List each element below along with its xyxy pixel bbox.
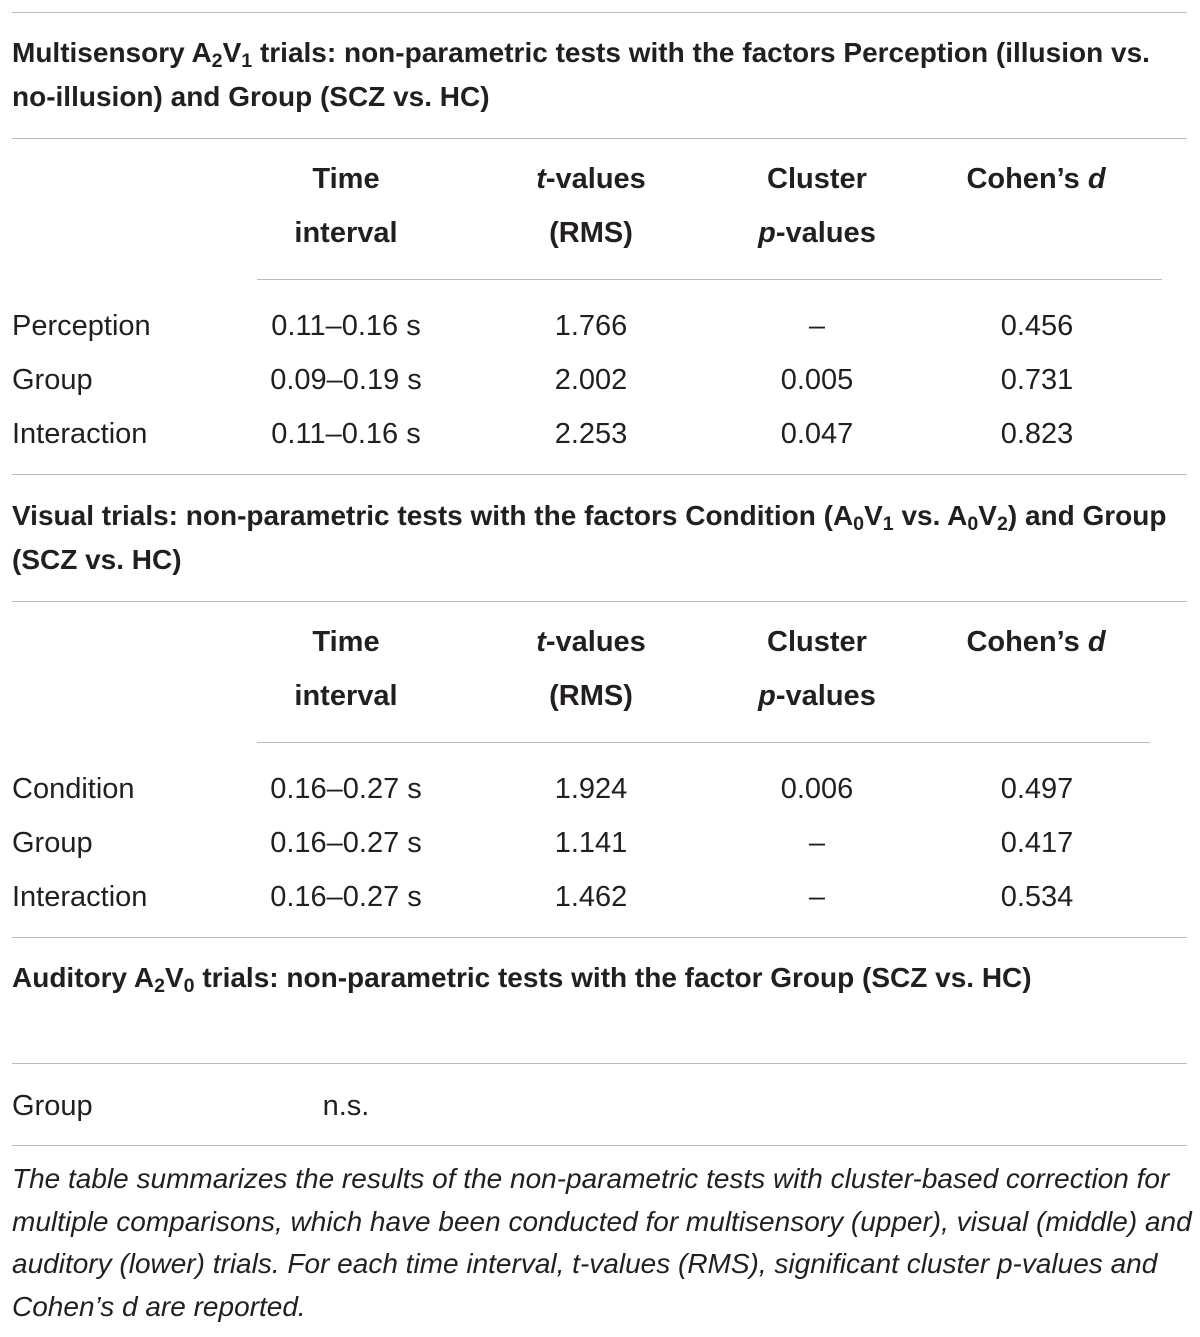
rule-s1-header xyxy=(257,279,1162,280)
section-3-title: Auditory $A_2V_0$ trials: non-parametric tests with the factor Group (SCZ vs. HC) xyxy=(12,962,1032,997)
s1-header-cohen: Cohen’s d xyxy=(966,163,1106,195)
s1-row-t: 2.002 xyxy=(554,364,628,396)
rule-s2-end xyxy=(12,937,1187,938)
s1-header-time: Time interval xyxy=(294,163,398,249)
rule-s3-end xyxy=(12,1145,1187,1146)
s3-row-label: Group xyxy=(12,1090,93,1122)
rule-s2-title xyxy=(12,601,1187,602)
s2-row-p: – xyxy=(808,881,826,913)
s2-row-d: 0.417 xyxy=(1000,827,1074,859)
s2-row-t: 1.924 xyxy=(554,773,628,805)
s1-row-t: 2.253 xyxy=(554,418,628,450)
s1-row-p: 0.047 xyxy=(780,418,854,450)
s1-row-label: Perception xyxy=(12,310,151,342)
s2-header-t: t-values (RMS) xyxy=(536,626,646,712)
s2-row-t: 1.141 xyxy=(554,827,628,859)
s1-row-d: 0.823 xyxy=(1000,418,1074,450)
s2-row-label: Interaction xyxy=(12,881,148,913)
s2-header-cluster: Cluster p-values xyxy=(758,626,876,712)
rule-s1-end xyxy=(12,474,1187,475)
s2-row-p: – xyxy=(808,827,826,859)
s2-row-time: 0.16–0.27 s xyxy=(270,881,422,913)
rule-s3-title xyxy=(12,1063,1187,1064)
section-1-title: Multisensory $A_2V_1$ trials: non-parametric tests with the factors Perception (illusion vs. no-illusion) and Group (SCZ vs. HC) xyxy=(12,37,1150,112)
s1-header-t: t-values (RMS) xyxy=(536,163,646,249)
s2-row-label: Group xyxy=(12,827,93,859)
s2-row-t: 1.462 xyxy=(554,881,628,913)
section-2-title: Visual trials: non-parametric tests with the factors Condition ($A_0V_1$ vs. $A_0V_2$) and Group (SCZ vs. HC) xyxy=(12,500,1167,575)
s2-header-time: Time interval xyxy=(294,626,398,712)
s2-row-label: Condition xyxy=(12,773,135,805)
table-footnote: The table summarizes the results of the non-parametric tests with cluster-based correction for multiple comparisons, which have been conducted for multisensory (upper), visual (middle) and auditory (lower) trials. For each time interval, t-values (RMS), significant cluster p-values and Cohen’s d are reported. xyxy=(12,1163,1192,1322)
s3-row-time: n.s. xyxy=(322,1090,370,1122)
s2-row-d: 0.534 xyxy=(1000,881,1074,913)
s1-row-d: 0.456 xyxy=(1000,310,1074,342)
rule-s2-header xyxy=(257,742,1150,743)
s2-row-p: 0.006 xyxy=(780,773,854,805)
rule-top xyxy=(12,12,1187,13)
s1-row-label: Interaction xyxy=(12,418,148,450)
s1-row-time: 0.09–0.19 s xyxy=(270,364,422,396)
s1-row-time: 0.11–0.16 s xyxy=(271,310,421,342)
s1-row-p: 0.005 xyxy=(780,364,854,396)
s2-header-cohen: Cohen’s d xyxy=(966,626,1106,658)
s1-row-p: – xyxy=(808,310,826,342)
s1-row-label: Group xyxy=(12,364,93,396)
s1-row-t: 1.766 xyxy=(554,310,628,342)
s2-row-time: 0.16–0.27 s xyxy=(270,773,422,805)
rule-s1-title xyxy=(12,138,1187,139)
s1-header-cluster: Cluster p-values xyxy=(758,163,876,249)
s1-row-time: 0.11–0.16 s xyxy=(271,418,421,450)
s1-row-d: 0.731 xyxy=(1000,364,1074,396)
s2-row-time: 0.16–0.27 s xyxy=(270,827,422,859)
s2-row-d: 0.497 xyxy=(1000,773,1074,805)
